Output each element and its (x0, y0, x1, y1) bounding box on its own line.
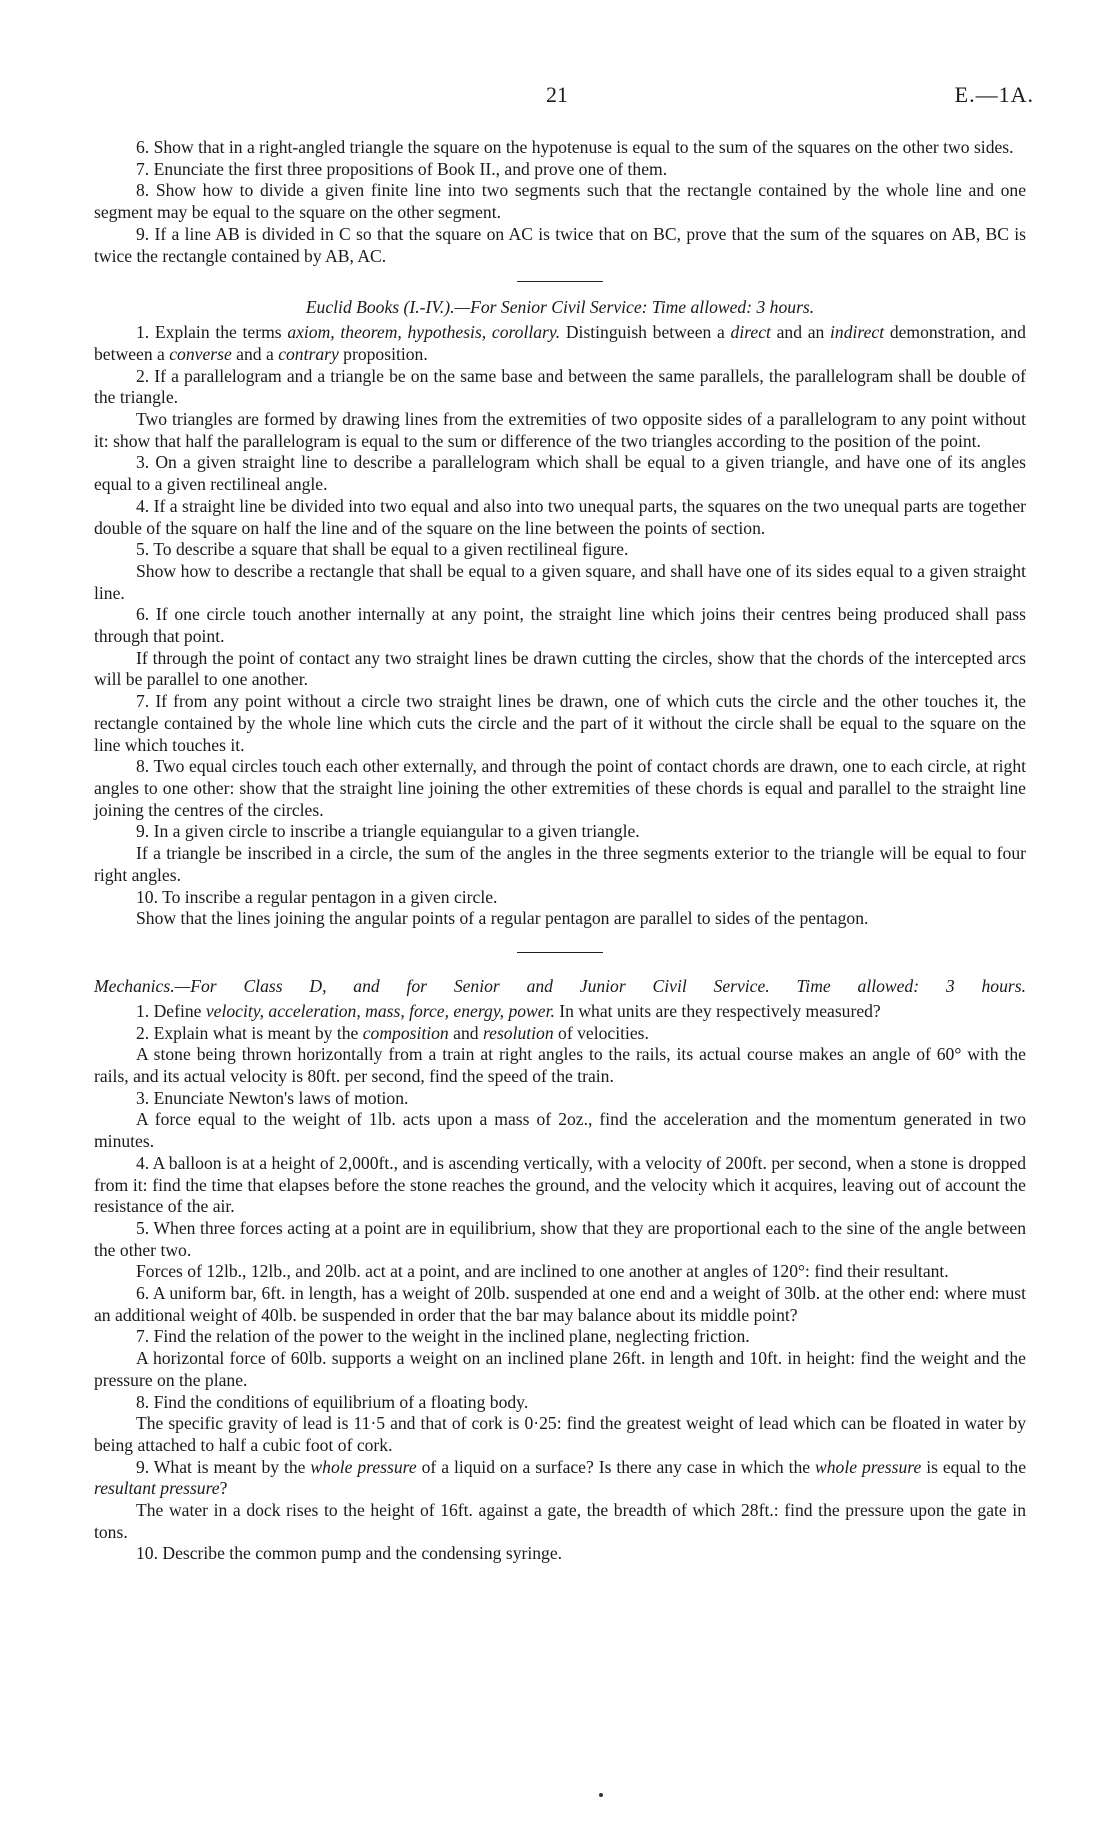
question: 4. If a straight line be divided into two equal and also into two unequal parts, the squares on the two unequal parts are together double of the square on half the line and of the square on the line between the points of section. (94, 495, 1026, 538)
rider: If a triangle be inscribed in a circle, the sum of the angles in the three segments exterior to the triangle will be equal to four right angles. (94, 843, 1026, 885)
question: 2. Explain what is meant by the composition and resolution of velocities. (136, 1022, 649, 1043)
euclid-section (94, 296, 1026, 930)
question: 7. If from any point without a circle two straight lines be drawn, one of which cuts the circle and the other touches it, the rectangle contained by the whole line which cuts the circle and the part of it without the circle shall be equal to the square on the line which touches it. (94, 691, 1026, 755)
question: 7. Enunciate the first three propositions of Book II., and prove one of them. (136, 158, 668, 179)
section-divider (517, 952, 603, 953)
question: 5. To describe a square that shall be equal to a given rectilineal figure. (136, 539, 629, 560)
rider: Show that the lines joining the angular points of a regular pentagon are parallel to sides of the pentagon. (136, 908, 869, 929)
page-number: 21 (546, 82, 568, 107)
question: 10. Describe the common pump and the condensing syringe. (136, 1543, 563, 1564)
question: 8. Two equal circles touch each other externally, and through the point of contact chords are drawn, one to each circle, at right angles to one other: show that the straight line joining the other extremities of these chords is equal and parallel to the straight line joining the centres of the circles. (94, 756, 1026, 820)
question: 9. In a given circle to inscribe a triangle equiangular to a given triangle. (136, 821, 640, 842)
rider: The specific gravity of lead is 11·5 and that of cork is 0·25: find the greatest weight of lead which can be floated in water by being attached to half a cubic foot of cork. (94, 1413, 1026, 1455)
question: 6. Show that in a right-angled triangle the square on the hypotenuse is equal to the sum of the squares on the other two sides. (136, 137, 1014, 157)
rider: A horizontal force of 60lb. supports a weight on an inclined plane 26ft. in length and 10ft. in height: find the weight and the pressure on the plane. (94, 1348, 1026, 1390)
previous-section-questions (94, 137, 1026, 267)
question: 1. Explain the terms axiom, theorem, hypothesis, corollary. Distinguish between a direct and an indirect demonstration, and between a converse and a contrary proposition. (94, 322, 1026, 364)
question: 7. Find the relation of the power to the weight in the inclined plane, neglecting friction. (136, 1326, 750, 1347)
rider: A force equal to the weight of 1lb. acts upon a mass of 2oz., find the acceleration and the momentum generated in two minutes. (94, 1109, 1026, 1152)
question: 9. What is meant by the whole pressure of a liquid on a surface? Is there any case in which the whole pressure is equal to the resultant pressure? (94, 1456, 1027, 1499)
section-heading: Mechanics.—For Class D, and for Senior and Junior Civil Service. Time allowed: 3 hours. (94, 975, 1026, 996)
question: 10. To inscribe a regular pentagon in a given circle. (136, 886, 498, 907)
rider: If through the point of contact any two straight lines be drawn cutting the circles, show that the chords of the intercepted arcs will be parallel to one another. (94, 647, 1026, 690)
page-content (94, 137, 1026, 1565)
question: 3. On a given straight line to describe a parallelogram which shall be equal to a given triangle, and have one of its angles equal to a given rectilineal angle. (94, 452, 1026, 495)
question: 8. Find the conditions of equilibrium of a floating body. (136, 1391, 529, 1412)
question: 6. A uniform bar, 6ft. in length, has a weight of 20lb. suspended at one end and a weight of 30lb. at the other end: where must an additional weight of 40lb. be suspended in order that the bar may balance about its middle point? (94, 1283, 1026, 1325)
question: 8. Show how to divide a given finite line into two segments such that the rectangle contained by the whole line and one segment may be equal to the square on the other segment. (94, 180, 1026, 223)
question: 3. Enunciate Newton's laws of motion. (136, 1087, 409, 1108)
question: 2. If a parallelogram and a triangle be on the same base and between the same parallels, the parallelogram shall be double of the triangle. (94, 365, 1026, 408)
mechanics-section (94, 975, 1026, 1565)
rider: Show how to describe a rectangle that shall be equal to a given square, and shall have one of its sides equal to a given straight line. (94, 560, 1026, 603)
rider: A stone being thrown horizontally from a train at right angles to the rails, its actual course makes an angle of 60° with the rails, and its actual velocity is 80ft. per second, find the speed of the train. (94, 1044, 1026, 1087)
section-divider (517, 281, 603, 282)
question: 9. If a line AB is divided in C so that the square on AC is twice that on BC, prove that the sum of the squares on AB, BC is twice the rectangle contained by AB, AC. (94, 223, 1026, 266)
print-speck (599, 1793, 603, 1797)
document-code: E.—1A. (954, 82, 1034, 107)
question: 5. When three forces acting at a point are in equilibrium, show that they are proportional each to the sine of the angle between the other two. (94, 1217, 1026, 1260)
section-heading: Euclid Books (I.-IV.).—For Senior Civil Service: Time allowed: 3 hours. (305, 297, 815, 318)
rider: Two triangles are formed by drawing lines from the extremities of two opposite sides of a parallelogram to any point without it: show that half the parallelogram is equal to the sum or difference of the two triangles according to the position of the point. (94, 409, 1026, 451)
question: 1. Define velocity, acceleration, mass, force, energy, power. In what units are they respectively measured? (136, 1000, 881, 1021)
rider: The water in a dock rises to the height of 16ft. against a gate, the breadth of which 28ft.: find the pressure upon the gate in tons. (94, 1500, 1026, 1542)
rider: Forces of 12lb., 12lb., and 20lb. act at a point, and are inclined to one another at angles of 120°: find their resultant. (136, 1261, 949, 1282)
question: 6. If one circle touch another internally at any point, the straight line which joins their centres being produced shall pass through that point. (94, 604, 1026, 647)
question: 4. A balloon is at a height of 2,000ft., and is ascending vertically, with a velocity of 200ft. per second, when a stone is dropped from it: find the time that elapses before the stone reaches the ground, and the velocity which it acquires, leaving out of account the resistance of the air. (94, 1152, 1026, 1217)
